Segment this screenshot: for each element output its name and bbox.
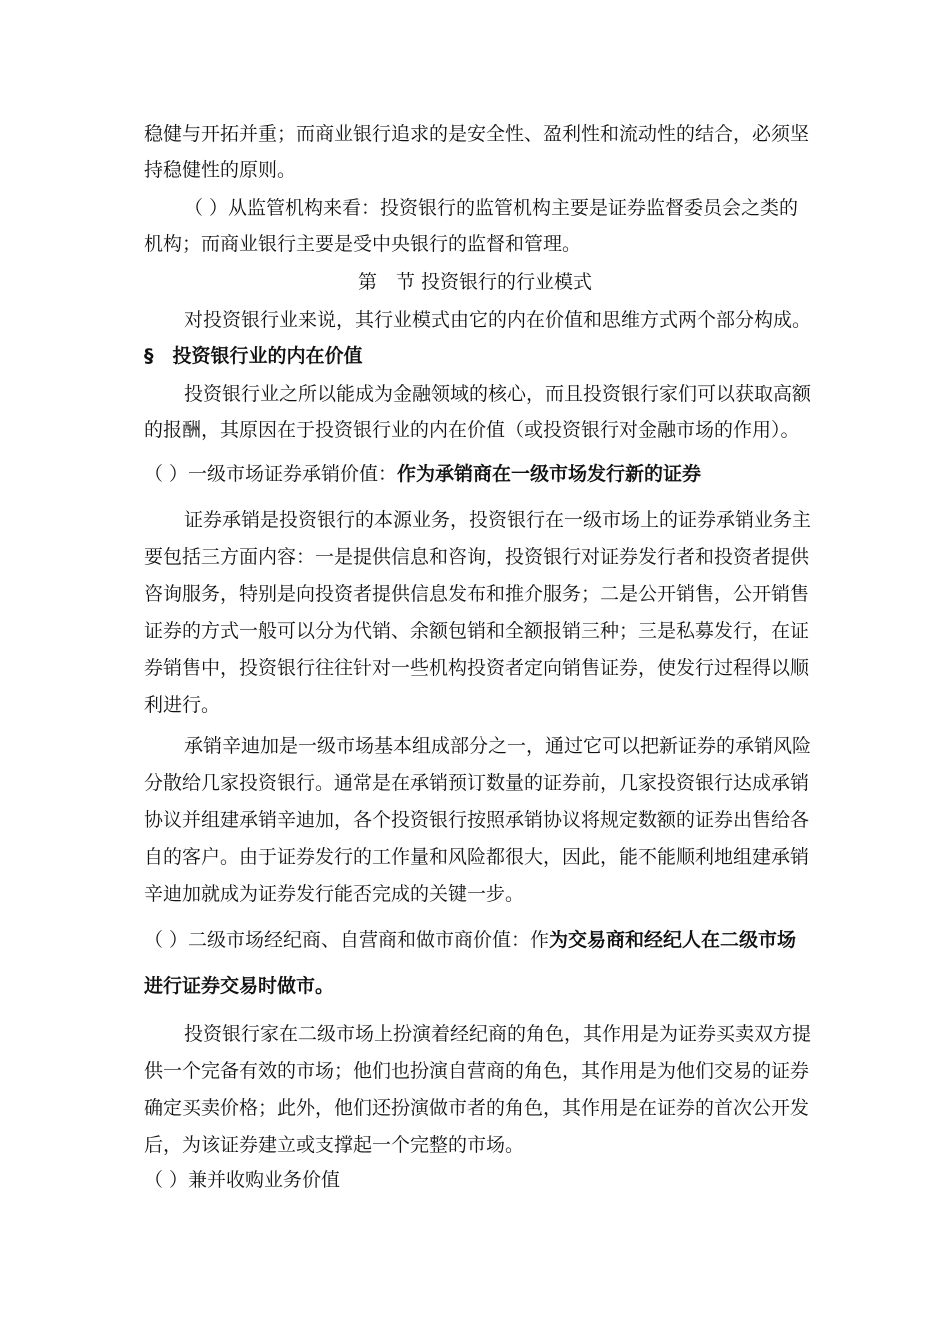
paragraph-line: 的报酬，其原因在于投资银行业的内在价值（或投资银行对金融市场的作用）。 (144, 419, 800, 441)
item-heading-label: （ ）一级市场证券承销价值： (144, 463, 398, 485)
paragraph-line: （ ）从监管机构来看：投资银行的监管机构主要是证券监督委员会之类的 (184, 197, 799, 219)
item-heading-emphasis: 为交易商和经纪人在二级市场 (549, 929, 797, 951)
item-heading-emphasis: 作为承销商在一级市场发行新的证券 (397, 463, 702, 485)
paragraph-line: 咨询服务，特别是向投资者提供信息发布和推介服务；二是公开销售，公开销售 (144, 583, 810, 605)
item-heading (144, 462, 814, 486)
paragraph-line: 持稳健性的原则。 (144, 159, 297, 181)
paragraph-line: 机构；而商业银行主要是受中央银行的监督和管理。 (144, 233, 582, 255)
paragraph-line: 稳健与开拓并重；而商业银行追求的是安全性、盈利性和流动性的结合，必须坚 (144, 123, 810, 145)
paragraph-line: 确定买卖价格；此外，他们还扮演做市者的角色，其作用是在证券的首次公开发 (144, 1097, 810, 1119)
paragraph-line: 供一个完备有效的市场；他们也扮演自营商的角色，其作用是为他们交易的证券 (144, 1060, 810, 1082)
paragraph-line: 利进行。 (144, 694, 221, 716)
item-heading (144, 928, 814, 952)
item-heading: （ ）兼并收购业务价值 (144, 1169, 341, 1191)
paragraph-line: 自的客户。由于证券发行的工作量和风险都很大，因此，能不能顺利地组建承销 (144, 846, 810, 868)
paragraph-line: 协议并组建承销辛迪加，各个投资银行按照承销协议将规定数额的证券出售给各 (144, 809, 810, 831)
paragraph-line: 对投资银行业来说，其行业模式由它的内在价值和思维方式两个部分构成。 (184, 309, 812, 331)
paragraph-line: 辛迪加就成为证券发行能否完成的关键一步。 (144, 883, 525, 905)
paragraph-line: 证券的方式一般可以分为代销、余额包销和全额报销三种；三是私募发行，在证 (144, 620, 810, 642)
paragraph-line: 承销辛迪加是一级市场基本组成部分之一，通过它可以把新证券的承销风险 (184, 735, 812, 757)
paragraph-line: 券销售中，投资银行往往针对一些机构投资者定向销售证券，使发行过程得以顺 (144, 657, 810, 679)
paragraph-line: 投资银行业之所以能成为金融领域的核心，而且投资银行家们可以获取高额 (184, 383, 812, 405)
item-heading-continuation: 进行证券交易时做市。 (144, 975, 335, 997)
paragraph-line: 要包括三方面内容：一是提供信息和咨询，投资银行对证券发行者和投资者提供 (144, 546, 810, 568)
section-title: 第 节 投资银行的行业模式 (357, 271, 593, 293)
paragraph-line: 投资银行家在二级市场上扮演着经纪商的角色，其作用是为证券买卖双方提 (184, 1023, 812, 1045)
subsection-heading: § 投资银行业的内在价值 (144, 345, 363, 367)
paragraph-line: 分散给几家投资银行。通常是在承销预订数量的证券前，几家投资银行达成承销 (144, 772, 810, 794)
item-heading-label: （ ）二级市场经纪商、自营商和做市商价值：作 (144, 929, 550, 951)
paragraph-line: 证券承销是投资银行的本源业务，投资银行在一级市场上的证券承销业务主 (184, 509, 812, 531)
paragraph-line: 后，为该证券建立或支撑起一个完整的市场。 (144, 1134, 525, 1156)
